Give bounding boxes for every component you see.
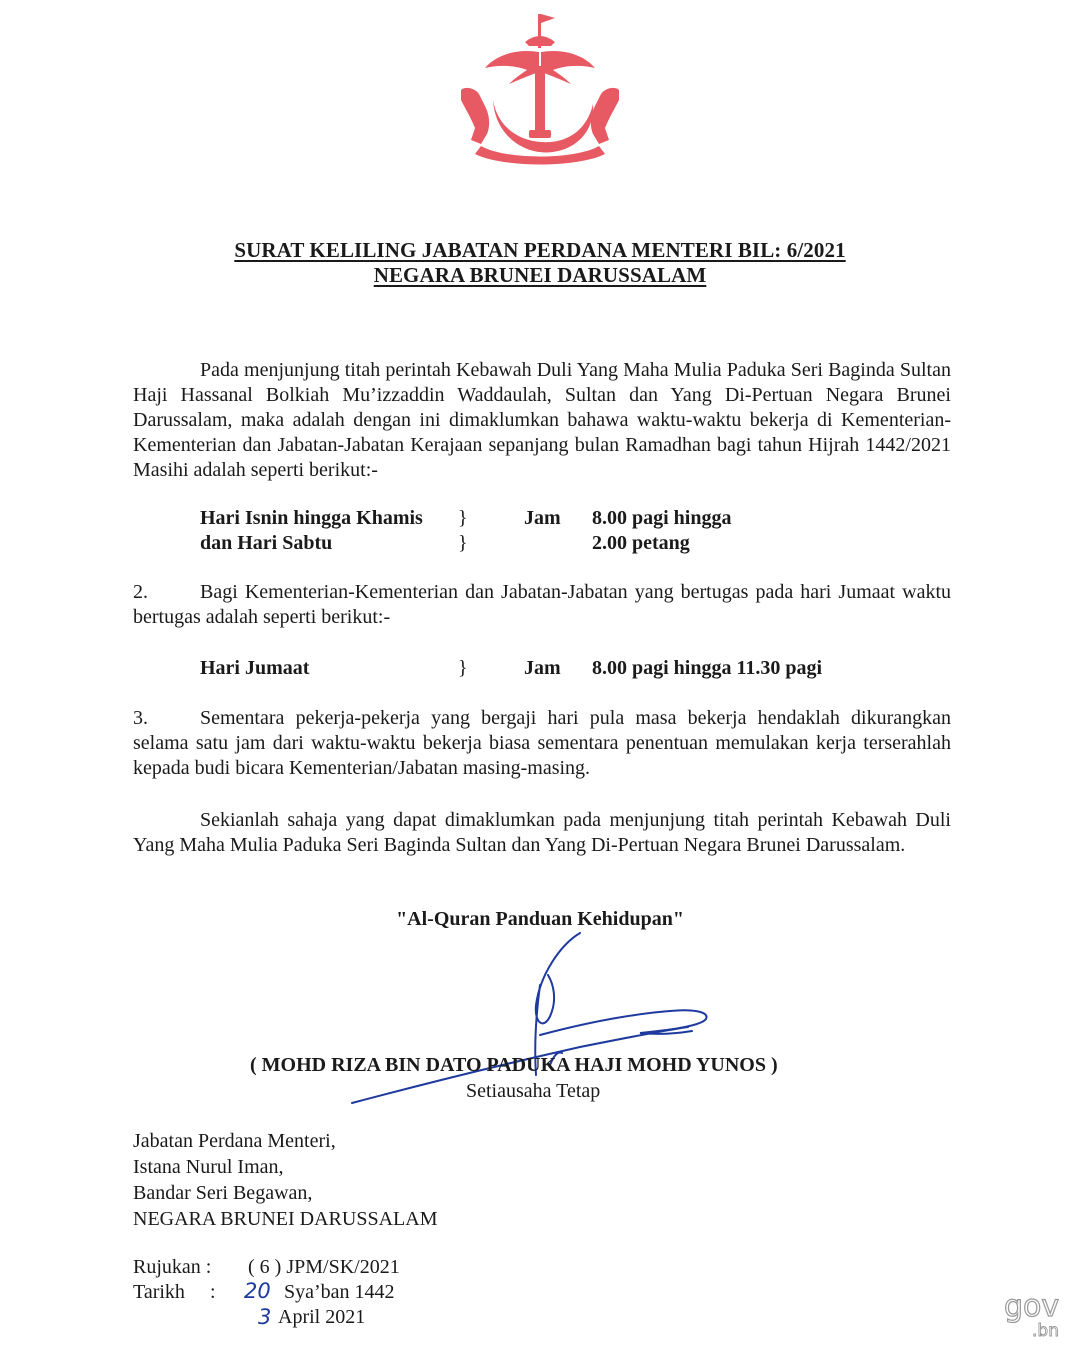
gov-bn-watermark-text: gov	[1004, 1289, 1060, 1324]
signatory-title: Setiausaha Tetap	[466, 1080, 601, 1102]
friday-jam-label: Jam	[524, 657, 561, 679]
address-line-2: Istana Nurul Iman,	[133, 1156, 284, 1178]
closing-text: Sekianlah sahaja yang dapat dimaklumkan pada menjunjung titah perintah Kebawah Duli Yang Maha Mulia Paduka Seri Baginda Sultan dan Yang Di-Pertuan Negara Brunei Darussalam.	[133, 809, 951, 856]
closing-paragraph	[133, 808, 951, 858]
brace-2: }	[458, 532, 468, 554]
circular-subtitle: NEGARA BRUNEI DARUSSALAM	[373, 263, 707, 287]
schedule-day-line-1: Hari Isnin hingga Khamis	[200, 507, 423, 529]
tarikh-colon: :	[210, 1281, 216, 1303]
hijri-month-year: Sya’ban 1442	[284, 1281, 395, 1303]
schedule-day-line-2: dan Hari Sabtu	[200, 532, 333, 554]
gregorian-month-year: April 2021	[278, 1306, 366, 1328]
schedule-brace	[458, 507, 468, 530]
gov-bn-watermark	[1002, 1284, 1066, 1340]
intro-text: Pada menjunjung titah perintah Kebawah Duli Yang Maha Mulia Paduka Seri Baginda Sultan Haji Hassanal Bolkiah Mu’izzaddin Waddaulah, Sultan dan Yang Di-Pertuan Negara Brunei Darussalam, maka adalah dengan ini dimaklumkan bahawa waktu-waktu bekerja di Kementerian-Kementerian dan Jabatan-Jabatan Kerajaan sepanjang bulan Ramadhan bagi tahun Hijrah 1442/2021 Masihi adalah seperti berikut:-	[133, 359, 951, 481]
gregorian-day-handwritten: 3	[258, 1305, 272, 1329]
motto-text: "Al-Quran Panduan Kehidupan"	[396, 908, 684, 930]
paragraph-2-text: Bagi Kementerian-Kementerian dan Jabatan-Jabatan yang bertugas pada hari Jumaat waktu bertugas adalah seperti berikut:-	[133, 581, 951, 628]
paragraph-3-text: Sementara pekerja-pekerja yang bergaji hari pula masa bekerja hendaklah dikurangkan selama satu jam dari waktu-waktu bekerja biasa sementara penentuan memulakan kerja terserahlah kepada budi bicara Kementerian/Jabatan masing-masing.	[133, 707, 951, 779]
paragraph-3	[133, 706, 951, 781]
address-line-1: Jabatan Perdana Menteri,	[133, 1130, 336, 1152]
tarikh-label: Tarikh	[133, 1281, 185, 1303]
schedule-time-line-2: 2.00 petang	[592, 532, 690, 554]
schedule-brace	[458, 532, 468, 555]
address-line-3: Bandar Seri Begawan,	[133, 1182, 313, 1204]
brace-1: }	[458, 507, 468, 529]
friday-time: 8.00 pagi hingga 11.30 pagi	[592, 657, 823, 679]
rujukan-label: Rujukan :	[133, 1256, 212, 1278]
hijri-day-handwritten: 20	[244, 1279, 271, 1303]
intro-paragraph	[133, 358, 951, 483]
friday-brace	[458, 657, 468, 680]
gov-bn-watermark-suffix: .bn	[1032, 1321, 1059, 1340]
schedule-jam-label: Jam	[524, 507, 561, 529]
address-line-4: NEGARA BRUNEI DARUSSALAM	[133, 1208, 438, 1230]
paragraph-2-number: 2.	[133, 581, 148, 603]
schedule-time-line-1: 8.00 pagi hingga	[592, 507, 732, 529]
circular-title: SURAT KELILING JABATAN PERDANA MENTERI BIL: 6/2021	[234, 238, 846, 262]
paragraph-3-number: 3.	[133, 707, 148, 729]
brace-3: }	[458, 657, 468, 679]
paragraph-2	[133, 580, 951, 630]
rujukan-value: ( 6 ) JPM/SK/2021	[248, 1256, 400, 1278]
brunei-crest-emblem	[455, 8, 625, 168]
friday-day: Hari Jumaat	[200, 657, 310, 679]
signatory-name: ( MOHD RIZA BIN DATO PADUKA HAJI MOHD YUNOS )	[250, 1054, 778, 1076]
